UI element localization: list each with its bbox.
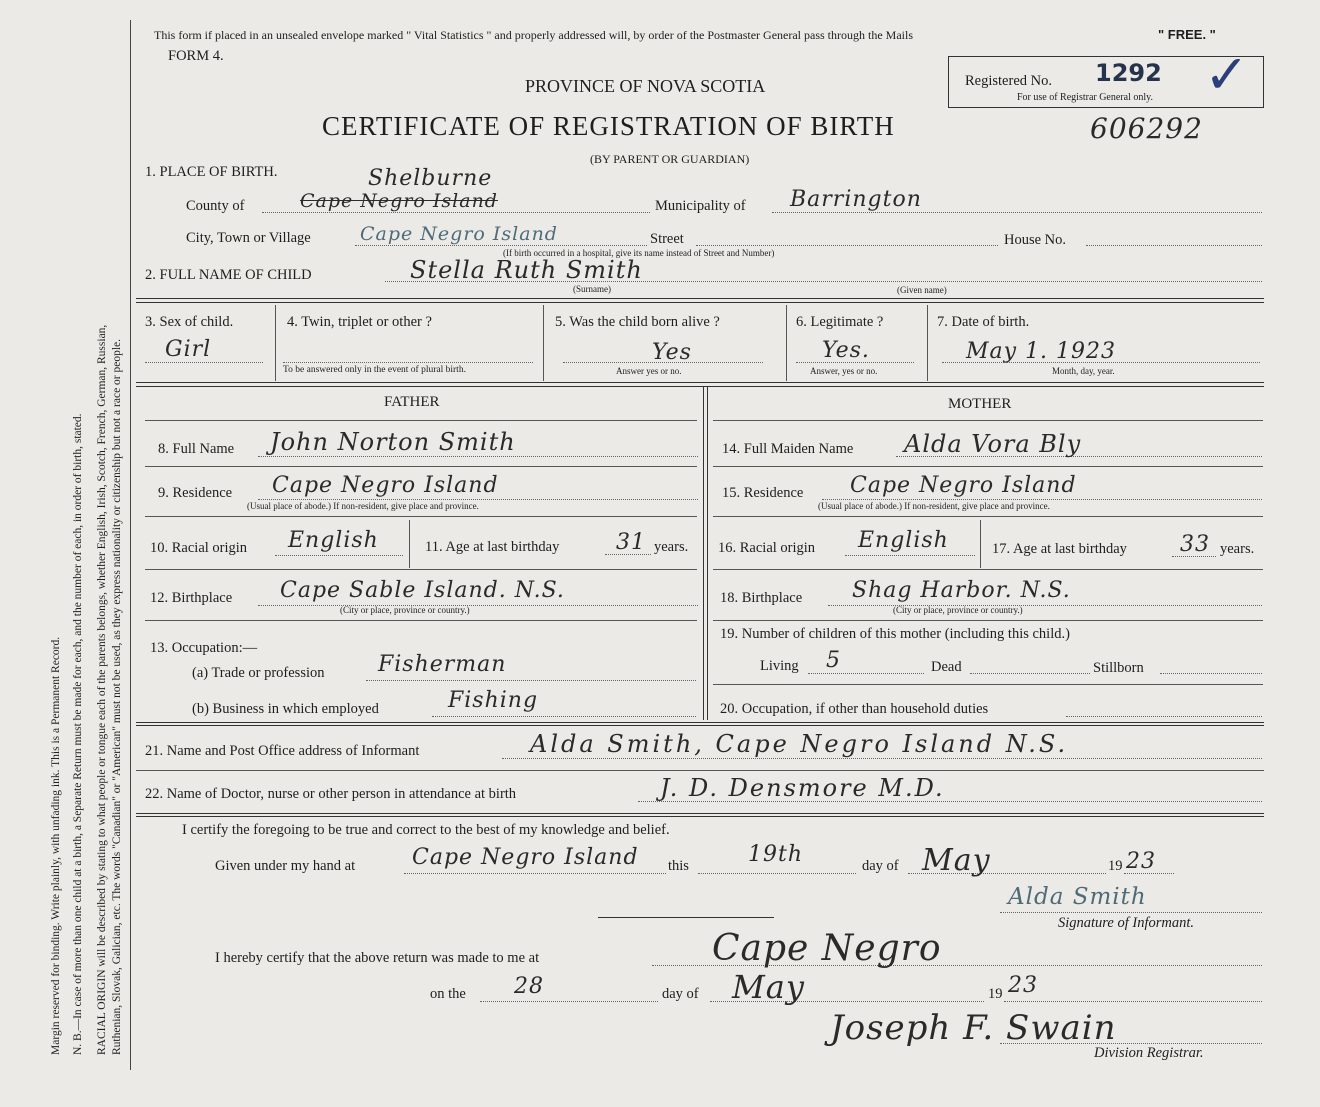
form-number: FORM 4.	[168, 48, 224, 64]
mother-race-label: 16. Racial origin	[718, 540, 816, 556]
certificate-title: CERTIFICATE OF REGISTRATION OF BIRTH	[322, 111, 895, 141]
dob-note: Month, day, year.	[1052, 366, 1115, 376]
twin-note: To be answered only in the event of plural birth.	[283, 365, 466, 375]
father-name-value: John Norton Smith	[270, 428, 516, 456]
registrar-year-value: 23	[1008, 973, 1038, 998]
mother-heading: MOTHER	[948, 396, 1012, 412]
father-name-label: 8. Full Name	[158, 441, 235, 457]
father-business-label: (b) Business in which employed	[192, 701, 379, 717]
place-of-birth-label: 1. PLACE OF BIRTH.	[145, 164, 278, 180]
dob-label: 7. Date of birth.	[937, 314, 1030, 330]
city-label: City, Town or Village	[186, 230, 311, 246]
father-heading: FATHER	[384, 394, 440, 410]
father-birthplace-note: (City or place, province or country.)	[340, 605, 470, 615]
registrar-place-value: Cape Negro	[712, 928, 942, 969]
alive-label: 5. Was the child born alive ?	[555, 314, 720, 330]
house-number-label: House No.	[1004, 232, 1067, 248]
father-trade-label: (a) Trade or profession	[192, 665, 325, 681]
given-day-value: 19th	[748, 842, 804, 867]
alive-note: Answer yes or no.	[616, 366, 682, 376]
surname-note: (Surname)	[573, 284, 611, 294]
registrar-dayof-label: day of	[662, 986, 699, 1002]
twin-label: 4. Twin, triplet or other ?	[287, 314, 432, 330]
father-birthplace-label: 12. Birthplace	[150, 590, 233, 606]
given-dayof-label: day of	[862, 858, 899, 874]
doctor-value: J. D. Densmore M.D.	[660, 774, 945, 802]
mother-residence-value: Cape Negro Island	[850, 473, 1077, 498]
registered-box	[948, 43, 1264, 108]
certificate-title-number: 606292	[1090, 112, 1203, 145]
given-month-value: May	[922, 843, 991, 878]
province-heading: PROVINCE OF NOVA SCOTIA	[525, 76, 766, 96]
registrar-month-value: May	[732, 968, 805, 1006]
father-age-label: 11. Age at last birthday	[425, 539, 560, 555]
mail-free: " FREE. "	[1158, 27, 1216, 42]
sex-value: Girl	[165, 337, 212, 362]
mother-occupation-label: 20. Occupation, if other than household duties	[720, 701, 989, 717]
legitimate-value: Yes.	[822, 338, 870, 363]
mother-stillborn-label: Stillborn	[1093, 660, 1144, 676]
mother-name-value: Alda Vora Bly	[904, 430, 1082, 458]
father-race-value: English	[288, 528, 379, 553]
mother-living-label: Living	[760, 658, 799, 674]
county-value: Shelburne	[368, 166, 493, 191]
given-year-value: 23	[1126, 849, 1156, 874]
certify-statement: I certify the foregoing to be true and correct to the best of my knowledge and belief.	[182, 822, 670, 838]
registrar-statement: I hereby certify that the above return was made to me at	[215, 950, 540, 966]
registrar-general-note: For use of Registrar General only.	[1017, 92, 1153, 103]
father-trade-value: Fisherman	[378, 652, 507, 677]
given-name-note: (Given name)	[897, 285, 947, 295]
this-label: this	[668, 858, 689, 874]
hospital-note: (If birth occurred in a hospital, give its name instead of Street and Number)	[503, 248, 775, 258]
informant-signature-label: Signature of Informant.	[1058, 915, 1195, 931]
registrar-year-prefix: 19	[988, 986, 1003, 1002]
father-race-label: 10. Racial origin	[150, 540, 248, 556]
margin-note-binding: Margin reserved for binding. Write plainly, with unfading ink. This is a Permanent Record.	[50, 636, 62, 1055]
city-value: Cape Negro Island	[360, 223, 558, 245]
father-business-value: Fishing	[448, 688, 539, 713]
mother-birthplace-value: Shag Harbor. N.S.	[852, 578, 1071, 603]
given-under-label: Given under my hand at	[215, 858, 356, 874]
dob-value: May 1. 1923	[966, 339, 1117, 364]
street-label: Street	[650, 231, 684, 247]
registrar-signature: Joseph F. Swain	[830, 1008, 1117, 1048]
mother-living-value: 5	[826, 648, 841, 673]
father-residence-label: 9. Residence	[158, 485, 233, 501]
father-age-unit: years.	[654, 539, 689, 555]
margin-note-racial-origin-1: RACIAL ORIGIN will be described by stating to what people or tongue each of the parents belongs, whether English, Irish, Scotch, French, German, Russian,	[96, 324, 108, 1055]
check-mark-icon: ✓	[1204, 43, 1250, 106]
father-age-value: 31	[616, 530, 646, 555]
registrar-signature-label: Division Registrar.	[1094, 1045, 1204, 1061]
mother-race-value: English	[858, 528, 949, 553]
legitimate-note: Answer, yes or no.	[810, 366, 878, 376]
child-name-value: Stella Ruth Smith	[410, 256, 643, 284]
informant-value: Alda Smith, Cape Negro Island N.S.	[530, 730, 1069, 758]
margin-note-racial-origin-2: Ruthenian, Slovak, Galician, etc. The words "Canadian" or "American" must not be used, as they express nationality or citizenship but not a race or people.	[111, 338, 123, 1055]
municipality-value: Barrington	[790, 187, 922, 212]
margin-border	[130, 20, 131, 1070]
mother-dead-label: Dead	[931, 659, 962, 675]
mother-birthplace-note: (City or place, province or country.)	[893, 605, 1023, 615]
registrar-on-label: on the	[430, 986, 466, 1002]
mother-residence-label: 15. Residence	[722, 485, 804, 501]
doctor-label: 22. Name of Doctor, nurse or other person in attendance at birth	[145, 786, 517, 802]
county-label: County of	[186, 198, 245, 214]
mother-residence-note: (Usual place of abode.) If non-resident, give place and province.	[818, 501, 1050, 511]
margin-note-multiple-births: N. B.—In case of more than one child at a birth, a Separate Return must be made for each, and the number of each, in order of birth, stated.	[72, 413, 84, 1055]
father-residence-value: Cape Negro Island	[272, 473, 499, 498]
municipality-label: Municipality of	[655, 198, 746, 214]
registered-number: 1292	[1095, 59, 1162, 87]
alive-value: Yes	[652, 340, 692, 365]
mother-age-label: 17. Age at last birthday	[992, 541, 1127, 557]
father-occupation-label: 13. Occupation:—	[150, 640, 258, 656]
mother-children-label: 19. Number of children of this mother (including this child.)	[720, 626, 1070, 642]
county-struck-value: Cape Negro Island	[300, 190, 498, 212]
informant-signature: Alda Smith	[1008, 884, 1147, 910]
given-year-prefix: 19	[1108, 858, 1123, 874]
mother-age-unit: years.	[1220, 541, 1255, 557]
registrar-day-value: 28	[514, 974, 544, 999]
father-residence-note: (Usual place of abode.) If non-resident, give place and province.	[247, 501, 479, 511]
child-name-label: 2. FULL NAME OF CHILD	[145, 267, 312, 283]
legitimate-label: 6. Legitimate ?	[796, 314, 884, 330]
mother-name-label: 14. Full Maiden Name	[722, 441, 854, 457]
sex-label: 3. Sex of child.	[145, 314, 234, 330]
registered-label: Registered No.	[965, 73, 1052, 89]
informant-label: 21. Name and Post Office address of Informant	[145, 743, 420, 759]
father-birthplace-value: Cape Sable Island. N.S.	[280, 578, 565, 603]
mail-notice: This form if placed in an unsealed envelope marked " Vital Statistics " and properly addressed will, by order of the Postmaster General pass through the Mails	[154, 28, 913, 42]
given-place-value: Cape Negro Island	[412, 845, 639, 870]
mother-age-value: 33	[1180, 532, 1210, 557]
mother-birthplace-label: 18. Birthplace	[720, 590, 803, 606]
certificate-subtitle: (BY PARENT OR GUARDIAN)	[590, 152, 750, 166]
